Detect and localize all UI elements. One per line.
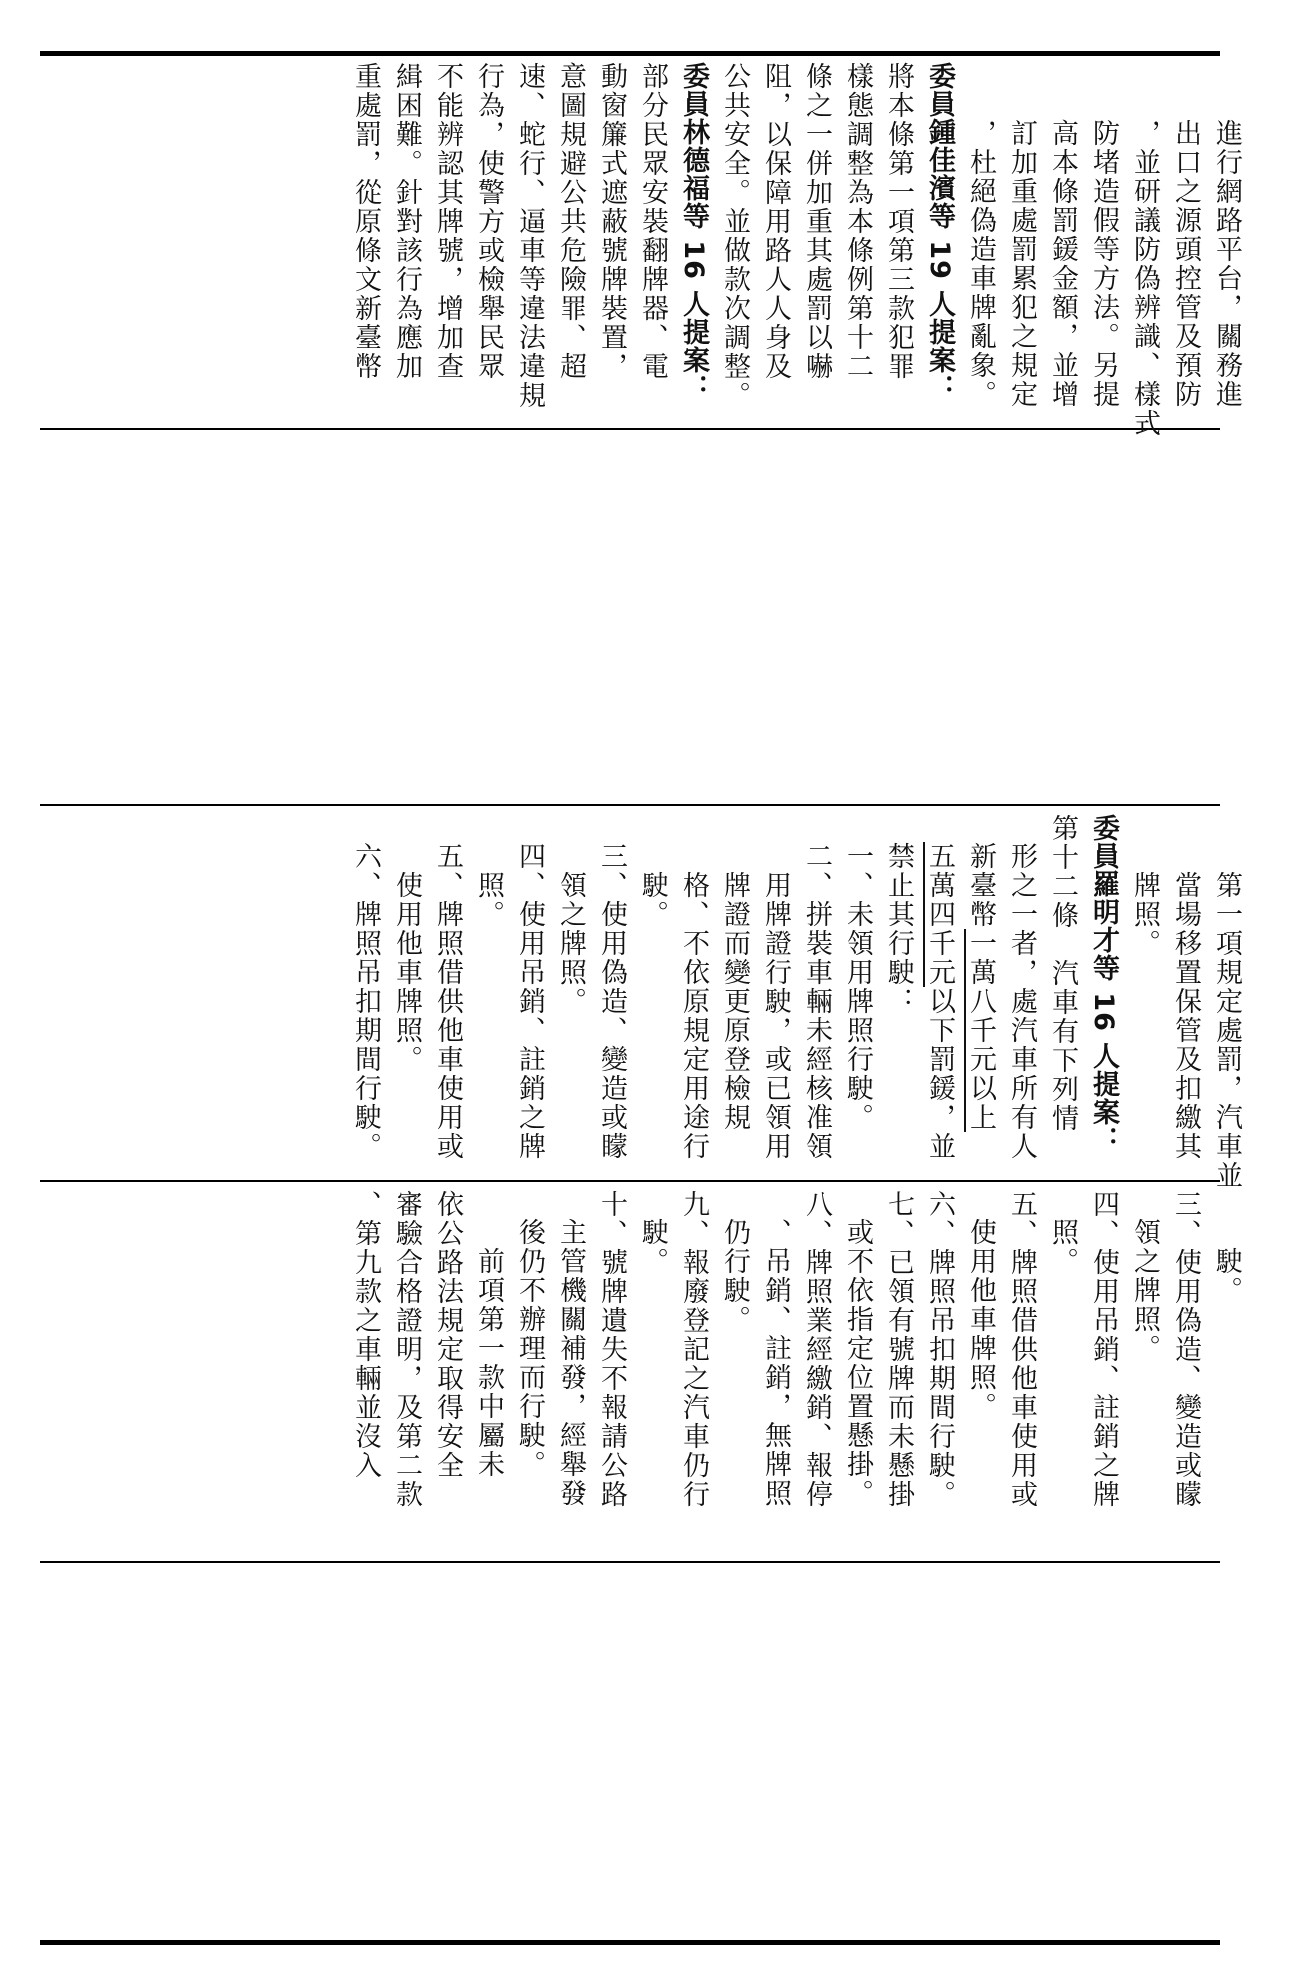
upper-section-rule <box>40 428 1220 430</box>
text-line: 一、未領用牌照行駛。 <box>842 842 873 1133</box>
text-line: 樣態調整為本條例第十二 <box>842 62 873 381</box>
text-line: 五、牌照借供他車使用或 <box>1006 1190 1037 1509</box>
upper-right-text-block <box>67 62 1247 438</box>
text-line: 部分民眾安裝翻牌器、電 <box>637 62 668 381</box>
text-line: 五、牌照借供他車使用或 <box>432 842 463 1162</box>
text-line: 仍行駛。 <box>719 1218 750 1335</box>
text-line: 使用他車牌照。 <box>965 1218 996 1422</box>
text-line: 後仍不辦理而行駛。 <box>514 1218 545 1480</box>
text-line: 第一項規定處罰，汽車並 <box>1211 870 1242 1190</box>
text-line: 動窗簾式遮蔽號牌裝置， <box>596 62 627 381</box>
text-line: 十、號牌遺失不報請公路 <box>596 1190 627 1509</box>
text-line: 主管機關補發，經舉發 <box>555 1218 586 1509</box>
text-line: 出口之源頭控管及預防 <box>1170 118 1201 409</box>
text-line: 領之牌照。 <box>1129 1218 1160 1364</box>
text-line: 進行網路平台，關務進 <box>1211 118 1242 409</box>
bottom-section-rule <box>40 1561 1220 1563</box>
text-line: 二、拼裝車輛未經核准領 <box>801 842 832 1162</box>
text-line: 公共安全。並做款次調整。 <box>719 62 750 410</box>
text-line <box>960 814 1001 1178</box>
text-line: 高本條罰鍰金額，並增 <box>1047 118 1078 409</box>
middle-section-rule <box>40 804 1220 806</box>
text-line: 意圖規避公共危險罪、超 <box>555 62 586 381</box>
lower-middle-text-block <box>67 814 1247 1190</box>
text-line: 條之一併加重其處罰以嚇 <box>801 62 832 381</box>
text-segment: 新臺幣 <box>965 842 996 930</box>
text-line: 緝困難。針對該行為應加 <box>391 62 422 381</box>
text-line: 第十二條 汽車有下列情 <box>1047 814 1078 1133</box>
lower-right-text-block <box>67 1190 1247 1558</box>
text-line: 七、已領有號牌而未懸掛 <box>883 1190 914 1509</box>
text-line: 前項第一款中屬未 <box>473 1246 504 1479</box>
text-line: 速、蛇行、逼車等違法違規 <box>514 62 545 410</box>
text-line: 四、使用吊銷、註銷之牌 <box>514 842 545 1162</box>
text-line: 照。 <box>1047 1218 1078 1277</box>
top-rule <box>40 51 1220 56</box>
proposal-heading: 委員羅明才等 16 人提案： <box>1088 814 1119 1155</box>
underlined-amendment-text: 五萬四千元 <box>924 842 955 988</box>
text-line: 牌照。 <box>1129 870 1160 958</box>
text-line <box>919 814 960 1178</box>
text-line: 禁止其行駛： <box>883 842 914 1017</box>
text-line: 牌證而變更原登檢規 <box>719 870 750 1132</box>
lower-section-rule <box>40 1180 1220 1182</box>
text-line: 訂加重處罰累犯之規定 <box>1006 118 1037 409</box>
text-line: 八、牌照業經繳銷、報停 <box>801 1190 832 1509</box>
text-line: 重處罰，從原條文新臺幣 <box>350 62 381 381</box>
text-line: 駛。 <box>637 870 668 929</box>
text-line: 不能辨認其牌號，增加查 <box>432 62 463 381</box>
text-line: 駛。 <box>1211 1246 1242 1305</box>
text-line: 六、牌照吊扣期間行駛。 <box>924 1190 955 1509</box>
text-line: 防堵造假等方法。另提 <box>1088 118 1119 409</box>
text-line: 九、報廢登記之汽車仍行 <box>678 1190 709 1509</box>
text-line: 形之一者，處汽車所有人 <box>1006 842 1037 1162</box>
proposal-heading: 委員林德福等 16 人提案： <box>678 62 709 403</box>
text-segment: 以下罰鍰，並 <box>924 987 955 1162</box>
text-line: ，並研議防偽辨識、樣式 <box>1129 118 1160 438</box>
text-line: 阻，以保障用路人人身及 <box>760 62 791 381</box>
text-line: 行為，使警方或檢舉民眾 <box>473 62 504 381</box>
text-line: 領之牌照。 <box>555 870 586 1016</box>
text-line: 六、牌照吊扣期間行駛。 <box>350 842 381 1162</box>
text-line: ，杜絕偽造車牌亂象。 <box>965 118 996 409</box>
text-line: 、第九款之車輛並沒入 <box>350 1190 381 1480</box>
underlined-amendment-text: 一萬八千元以上 <box>965 929 996 1133</box>
text-line: 格、不依原規定用途行 <box>678 870 709 1161</box>
text-line: 將本條第一項第三款犯罪 <box>883 62 914 381</box>
text-line: 依公路法規定取得安全 <box>432 1190 463 1480</box>
text-line: 審驗合格證明，及第二款 <box>391 1190 422 1509</box>
text-line: 用牌證行駛，或已領用 <box>760 870 791 1161</box>
text-line: 四、使用吊銷、註銷之牌 <box>1088 1190 1119 1509</box>
proposal-heading: 委員鍾佳濱等 19 人提案： <box>924 62 955 403</box>
text-line: 三、使用偽造、變造或矇 <box>1170 1190 1201 1509</box>
text-line: 照。 <box>473 870 504 929</box>
text-line: 三、使用偽造、變造或矇 <box>596 842 627 1162</box>
text-line: 或不依指定位置懸掛。 <box>842 1218 873 1509</box>
text-line: 使用他車牌照。 <box>391 870 422 1074</box>
bottom-rule <box>40 1940 1220 1945</box>
text-line: 、吊銷、註銷，無牌照 <box>760 1218 791 1509</box>
text-line: 當場移置保管及扣繳其 <box>1170 870 1201 1161</box>
text-line: 駛。 <box>637 1218 668 1277</box>
